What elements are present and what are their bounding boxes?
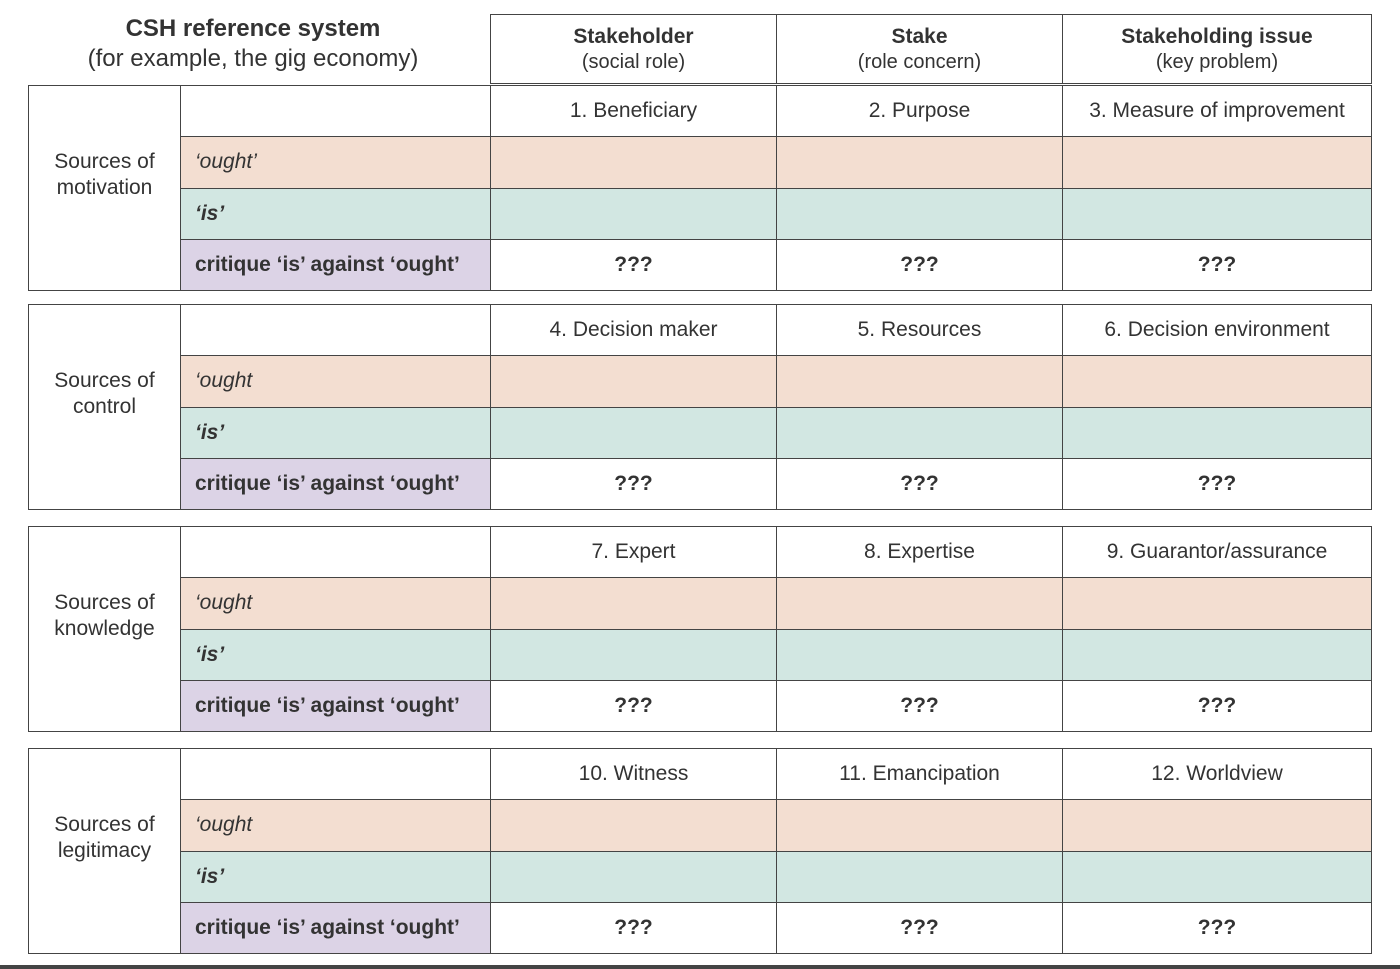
column-header-stake — [777, 15, 1063, 83]
section-label: Sources of legitimacy — [29, 749, 181, 953]
ought-cell — [777, 356, 1063, 406]
critique-cell: ??? — [1197, 252, 1237, 276]
is-row — [181, 189, 1371, 240]
title-main: CSH reference system — [125, 15, 381, 42]
ought-cell — [777, 578, 1063, 628]
ought-row — [181, 578, 1371, 629]
is-cell — [777, 630, 1063, 680]
ought-label: ‘ought’ — [181, 137, 491, 187]
critique-cell: ??? — [777, 240, 1063, 290]
category-row — [181, 527, 1371, 578]
ought-cell — [1063, 578, 1371, 628]
critique-row — [181, 681, 1371, 731]
category-emancipation: 11. Emancipation — [777, 749, 1063, 799]
section-label: Sources of knowledge — [29, 527, 181, 731]
critique-row — [181, 459, 1371, 509]
is-label: ‘is’ — [181, 852, 491, 902]
ought-row — [181, 356, 1371, 407]
column-header-stakeholding-issue — [1063, 15, 1371, 83]
is-cell — [1063, 408, 1371, 458]
critique-label: critique ‘is’ against ‘ought’ — [181, 459, 491, 509]
is-cell — [491, 630, 777, 680]
bottom-rule — [0, 965, 1400, 969]
critique-cell: ??? — [491, 903, 777, 953]
is-label: ‘is’ — [181, 189, 491, 239]
category-beneficiary: 1. Beneficiary — [491, 86, 777, 136]
critique-cell: ??? — [1197, 915, 1237, 939]
critique-cell: ??? — [1197, 471, 1237, 495]
column-header-subtitle: (social role) — [581, 51, 686, 73]
category-decision-maker: 4. Decision maker — [491, 305, 777, 355]
category-witness: 10. Witness — [491, 749, 777, 799]
empty-cell — [181, 86, 491, 136]
ought-cell — [491, 800, 777, 850]
ought-cell — [1063, 356, 1371, 406]
column-header-subtitle: (role concern) — [857, 51, 982, 73]
is-label: ‘is’ — [181, 630, 491, 680]
category-resources: 5. Resources — [777, 305, 1063, 355]
section-grid — [181, 749, 1371, 953]
ought-cell — [491, 578, 777, 628]
ought-row — [181, 137, 1371, 188]
section-control — [28, 304, 1372, 510]
is-cell — [491, 852, 777, 902]
section-knowledge — [28, 526, 1372, 732]
critique-cell: ??? — [491, 681, 777, 731]
section-label: Sources of motivation — [29, 86, 181, 290]
ought-cell — [1063, 137, 1371, 187]
section-grid — [181, 305, 1371, 509]
is-cell — [1063, 630, 1371, 680]
ought-cell — [491, 356, 777, 406]
critique-row — [181, 903, 1371, 953]
section-label: Sources of control — [29, 305, 181, 509]
is-cell — [491, 189, 777, 239]
category-measure-of-improvement: 3. Measure of improvement — [1089, 99, 1345, 123]
is-cell — [1063, 852, 1371, 902]
category-row — [181, 86, 1371, 137]
empty-cell — [181, 305, 491, 355]
ought-cell — [1063, 800, 1371, 850]
critique-row — [181, 240, 1371, 290]
critique-cell: ??? — [1197, 693, 1237, 717]
critique-label: critique ‘is’ against ‘ought’ — [181, 681, 491, 731]
ought-label: ‘ought — [181, 578, 491, 628]
category-row — [181, 749, 1371, 800]
column-headers — [490, 14, 1372, 84]
critique-cell: ??? — [777, 681, 1063, 731]
category-guarantor: 9. Guarantor/assurance — [1106, 540, 1328, 564]
empty-cell — [181, 749, 491, 799]
category-decision-environment: 6. Decision environment — [1104, 318, 1330, 342]
is-cell — [777, 852, 1063, 902]
is-row — [181, 630, 1371, 681]
empty-cell — [181, 527, 491, 577]
column-header-title: Stakeholding issue — [1121, 25, 1313, 48]
ought-label: ‘ought — [181, 800, 491, 850]
title-sub: (for example, the gig economy) — [87, 45, 419, 72]
ought-row — [181, 800, 1371, 851]
is-row — [181, 852, 1371, 903]
ought-cell — [491, 137, 777, 187]
is-cell — [1063, 189, 1371, 239]
is-label: ‘is’ — [181, 408, 491, 458]
category-expert: 7. Expert — [491, 527, 777, 577]
critique-label: critique ‘is’ against ‘ought’ — [181, 240, 491, 290]
ought-cell — [777, 137, 1063, 187]
critique-label: critique ‘is’ against ‘ought’ — [181, 903, 491, 953]
section-motivation — [28, 85, 1372, 291]
ought-label: ‘ought — [181, 356, 491, 406]
is-row — [181, 408, 1371, 459]
is-cell — [777, 408, 1063, 458]
category-worldview: 12. Worldview — [1151, 762, 1283, 786]
critique-cell: ??? — [777, 903, 1063, 953]
critique-cell: ??? — [491, 240, 777, 290]
column-header-title: Stake — [891, 25, 948, 48]
column-header-title: Stakeholder — [573, 25, 694, 48]
category-row — [181, 305, 1371, 356]
column-header-stakeholder — [491, 15, 777, 83]
column-header-subtitle: (key problem) — [1155, 51, 1279, 73]
ought-cell — [777, 800, 1063, 850]
category-purpose: 2. Purpose — [777, 86, 1063, 136]
is-cell — [491, 408, 777, 458]
section-grid — [181, 86, 1371, 290]
category-expertise: 8. Expertise — [777, 527, 1063, 577]
critique-cell: ??? — [777, 459, 1063, 509]
section-grid — [181, 527, 1371, 731]
is-cell — [777, 189, 1063, 239]
critique-cell: ??? — [491, 459, 777, 509]
reference-system-title — [28, 14, 478, 84]
section-legitimacy — [28, 748, 1372, 954]
